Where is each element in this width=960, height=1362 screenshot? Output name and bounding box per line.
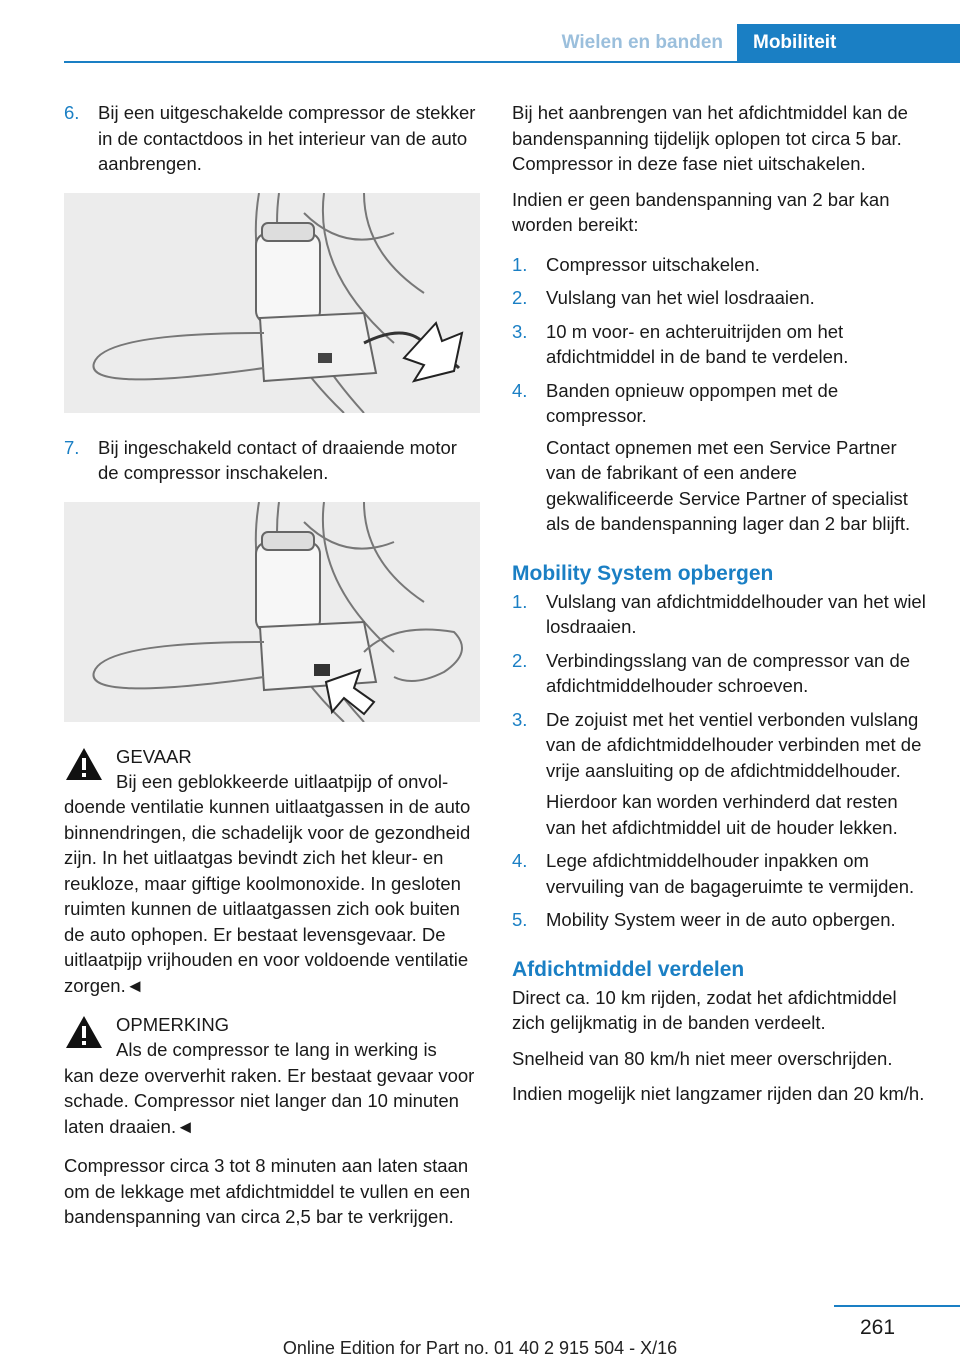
list-item xyxy=(512,648,928,699)
step-text: Mobility System weer in de auto opbergen. xyxy=(546,909,896,930)
list-item xyxy=(512,907,928,933)
step-number: 2. xyxy=(512,287,528,308)
step-text: 10 m voor- en achteruitrijden om het afdichtmiddel in de band te verdelen. xyxy=(546,320,849,367)
warning-triangle-icon xyxy=(64,1014,104,1050)
step-text: Vulslang van afdichtmiddelhouder van het wiel losdraaien. xyxy=(546,590,926,637)
note-warning xyxy=(64,1012,480,1139)
distribute-heading: Afdichtmiddel verdelen xyxy=(512,957,745,981)
right-column xyxy=(512,100,928,1117)
storage-note: Hierdoor kan worden verhinderd dat resten van het afdichtmiddel uit de houder lekken. xyxy=(546,791,898,838)
intro-paragraph-1: Bij het aanbrengen van het afdichtmiddel kan de bandenspanning tijdelijk oplopen tot circa 5 bar. Compressor in deze fase niet uitschakelen. xyxy=(512,102,908,174)
step-number: 7. xyxy=(64,436,80,458)
step-number: 3. xyxy=(512,708,528,730)
warning-first-line: Bij een geblokkeerde uitlaatpijp of onvol- xyxy=(116,770,449,792)
left-column xyxy=(64,100,480,1240)
compressor-plug-illustration xyxy=(64,193,480,413)
storage-heading: Mobility System opbergen xyxy=(512,561,774,585)
warning-body: doende ventilatie kunnen uitlaatgassen in de auto binnendringen, die schadelijk voor de gezondheid zijn. In het uitlaatgas bevindt zich het kleur- en reukloze, maar giftige koolmonoxide. In gesloten ruimten kunnen de uitlaatgassen zich ook buiten de auto ophopen. Er bestaat levensgevaar. De uitlaatpijp vrijhouden en voor voldoende ventilatie zorgen.◄ xyxy=(64,796,471,996)
page-number: 261 xyxy=(860,1316,896,1339)
step-text: Verbindingsslang van de compressor van de afdichtmiddelhouder schroeven. xyxy=(546,649,911,696)
step-text: De zojuist met het ventiel verbonden vulslang van de afdichtmiddelhouder verbinden met de vrije aansluiting op de afdichtmiddelhouder. xyxy=(546,708,922,781)
warning-head xyxy=(64,744,480,795)
chapter-tab[interactable]: Mobiliteit xyxy=(737,24,960,62)
step-number: 1. xyxy=(512,590,528,612)
steps-note: Contact opnemen met een Service Partner van de fabrikant of een andere gekwalificeerde Service Partner of specialist als de bandenspanning lager dan 2 bar blijft. xyxy=(546,436,911,534)
section-tab[interactable]: Wielen en banden xyxy=(561,32,723,53)
note-title: OPMERKING xyxy=(116,1014,230,1035)
list-item xyxy=(512,252,928,278)
distribute-paragraph-2: Snelheid van 80 km/h niet meer overschrijden. xyxy=(512,1047,893,1069)
list-item xyxy=(512,319,928,370)
distribute-paragraph-1: Direct ca. 10 km rijden, zodat het afdichtmiddel zich gelijkmatig in de banden verdeelt. xyxy=(512,986,897,1033)
distribute-paragraph-3: Indien mogelijk niet langzamer rijden dan 20 km/h. xyxy=(512,1083,925,1104)
step-number: 1. xyxy=(512,253,528,275)
step-6 xyxy=(64,100,480,177)
note-head xyxy=(64,1012,480,1063)
list-item xyxy=(512,378,928,429)
footer-rule xyxy=(834,1305,960,1307)
step-number: 4. xyxy=(512,379,528,401)
step-text: Vulslang van het wiel losdraaien. xyxy=(546,287,815,308)
illustration-svg xyxy=(64,193,480,413)
list-item xyxy=(512,707,928,784)
list-item xyxy=(512,848,928,899)
step-7 xyxy=(64,435,480,486)
note-body: kan deze oververhit raken. Er bestaat gevaar voor schade. Compressor niet langer dan 10 minuten laten draaien.◄ xyxy=(64,1064,475,1137)
edition-footer: Online Edition for Part no. 01 40 2 915 504 - X/16 xyxy=(282,1338,678,1358)
step-text: Lege afdichtmiddelhouder inpakken om vervuiling van de bagageruimte te vermijden. xyxy=(546,850,915,897)
danger-warning xyxy=(64,744,480,999)
step-text: Banden opnieuw oppompen met de compressor. xyxy=(546,379,839,426)
step-text: Bij ingeschakeld contact of draaiende motor de compressor inschakelen. xyxy=(98,436,457,483)
closing-paragraph: Compressor circa 3 tot 8 minuten aan laten staan om de lekkage met afdichtmiddel te vullen en een bandenspanning van circa 2,5 bar te verkrijgen. xyxy=(64,1155,471,1227)
compressor-switch-illustration xyxy=(64,502,480,722)
step-number: 2. xyxy=(512,649,528,671)
list-item xyxy=(512,285,928,311)
note-first-line: Als de compressor te lang in werking is xyxy=(116,1039,437,1060)
note-head-text xyxy=(116,1012,437,1063)
list-item xyxy=(512,589,928,640)
warning-head-text xyxy=(116,744,448,795)
warning-triangle-icon xyxy=(64,746,104,782)
warning-title: GEVAAR xyxy=(116,745,192,767)
step-number: 4. xyxy=(512,850,528,871)
step-number: 6. xyxy=(64,102,80,123)
step-number: 5. xyxy=(512,909,528,930)
illustration-svg xyxy=(64,502,480,722)
step-text: Bij een uitgeschakelde compressor de stekker in de contactdoos in het interieur van de auto aanbrengen. xyxy=(98,102,476,174)
step-text: Compressor uitschakelen. xyxy=(546,253,760,275)
intro-paragraph-2: Indien er geen bandenspanning van 2 bar kan worden bereikt: xyxy=(512,188,890,235)
step-number: 3. xyxy=(512,320,528,342)
